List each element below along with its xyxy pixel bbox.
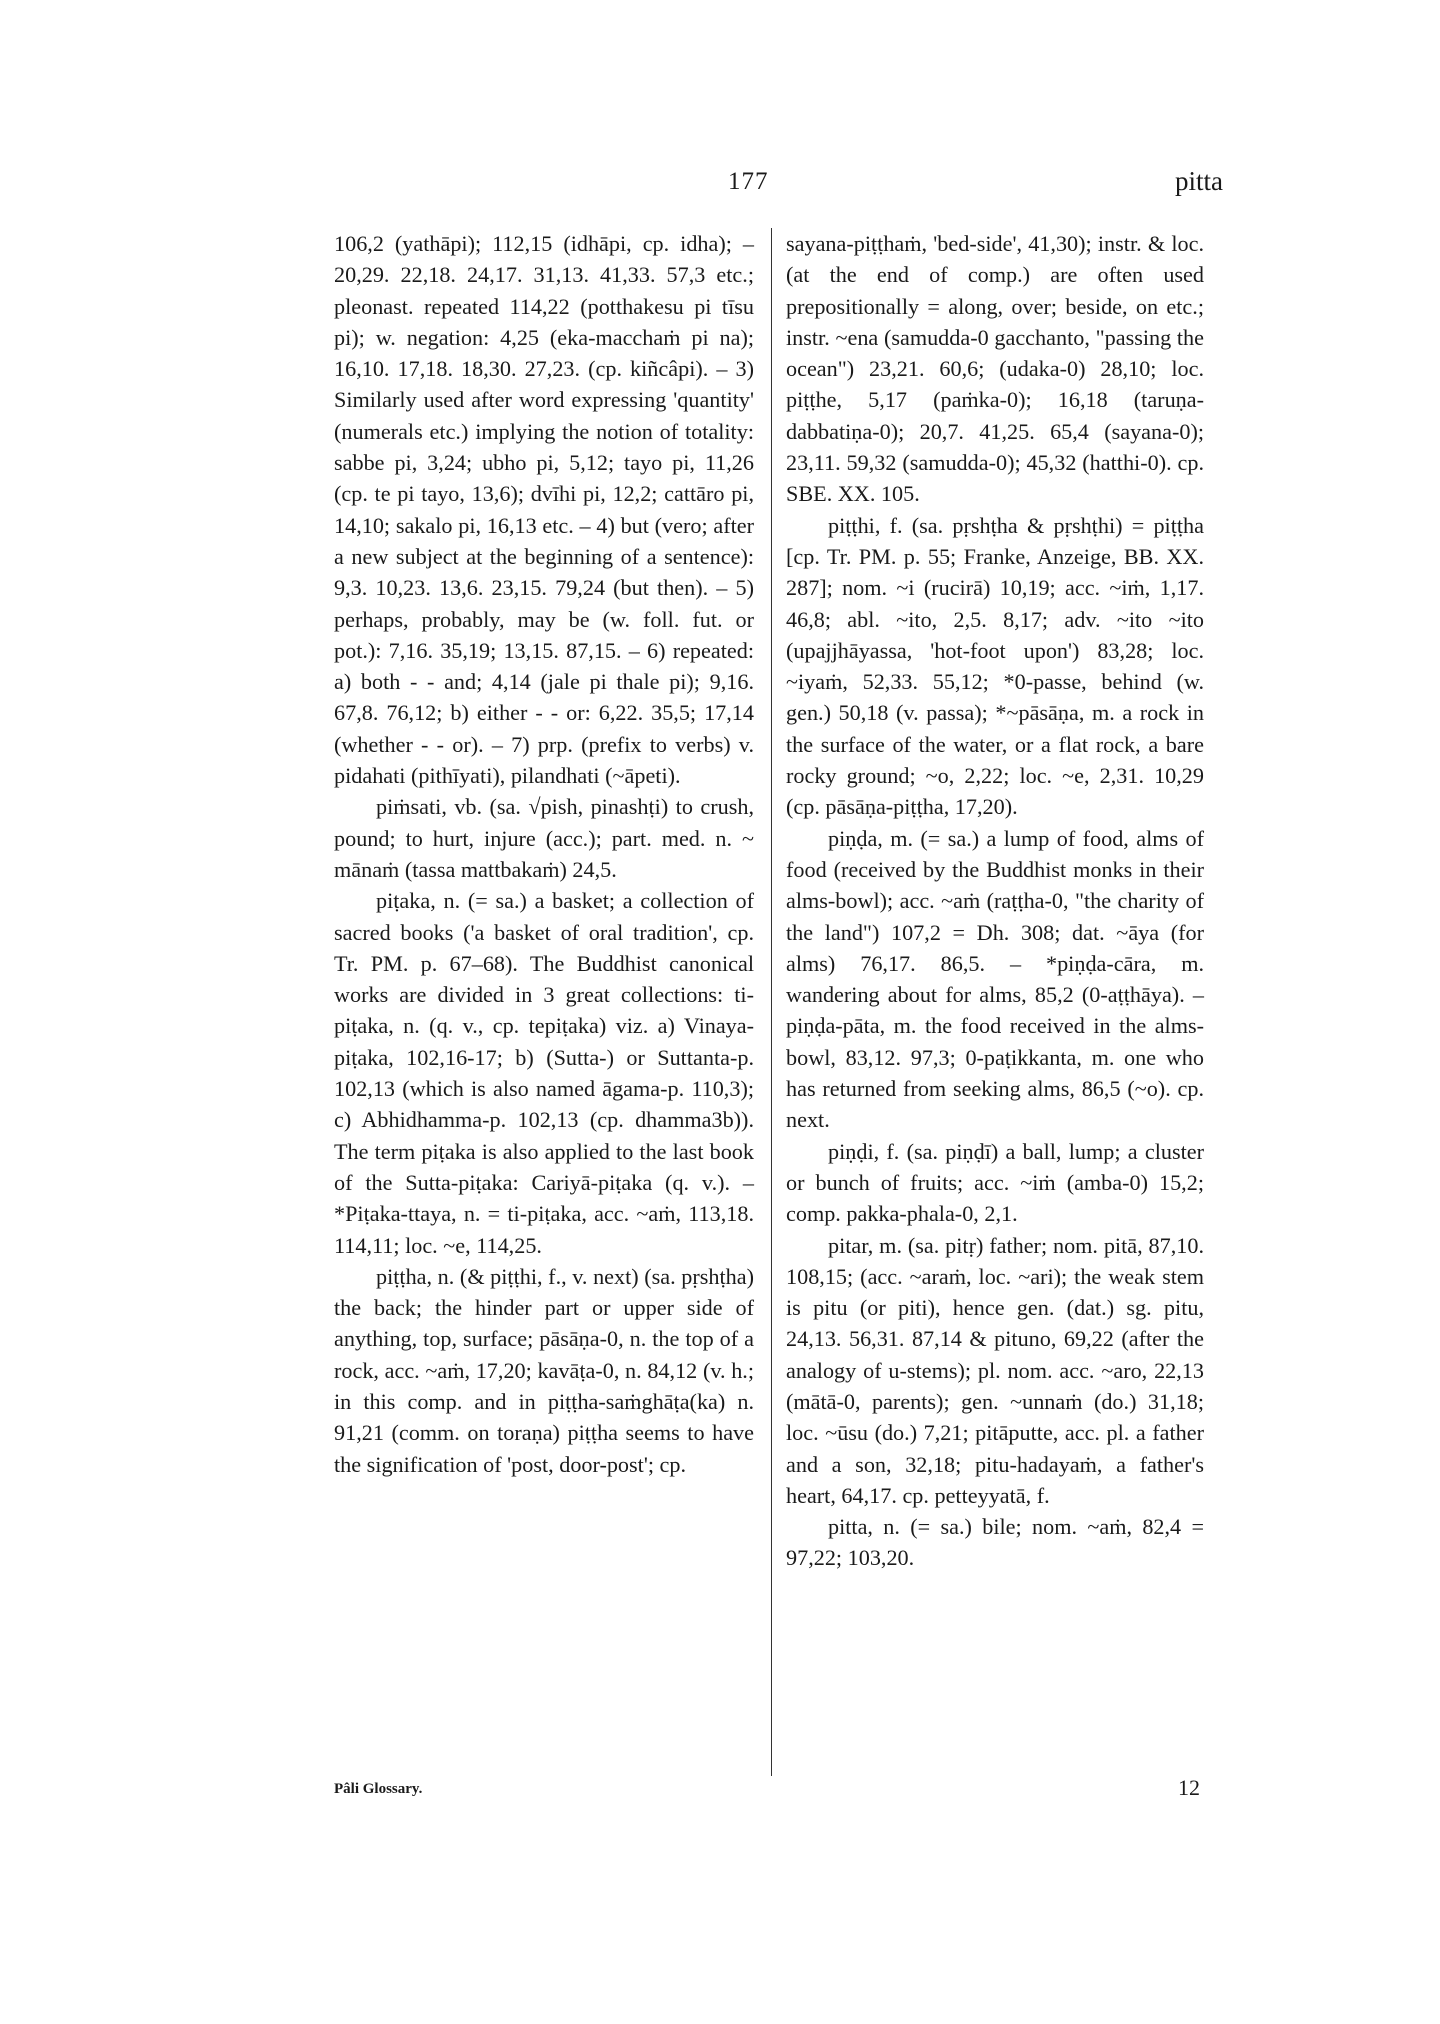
paragraph: sayana-piṭṭhaṁ, 'bed-side', 41,30); instr. & loc. (at the end of comp.) are often used prepositionally = along, over; beside, on etc.; instr. ~ena (samudda-0 gacchanto, "passing the ocean") 23,21. 60,6; (udaka-0) 28,10; loc. piṭṭhe, 5,17 (paṁka-0); 16,18 (taruṇa-dabbatiṇa-0); 20,7. 41,25. 65,4 (sayana-0); 23,11. 59,32 (samudda-0); 45,32 (hatthi-0). cp. SBE. XX. 105. xyxy=(786,231,1204,507)
entry-pitta: pitta, n. (= sa.) bile; nom. ~aṁ, 82,4 = 97,22; 103,20. xyxy=(786,1514,1204,1571)
entry-pitar: pitar, m. (sa. pitṛ) father; nom. pitā, 87,10. 108,15; (acc. ~araṁ, loc. ~ari); the weak stem is pitu (or piti), hence gen. (dat.) sg. pitu, 24,13. 56,31. 87,14 & pituno, 69,22 (after the analogy of u-stems); pl. nom. acc. ~aro, 22,13 (mātā-0, parents); gen. ~unnaṁ (do.) 31,18; loc. ~ūsu (do.) 7,21; pitāputte, acc. pl. a father and a son, 32,18; pitu-hadayaṁ, a father's heart, 64,17. cp. petteyyatā, f. xyxy=(786,1232,1204,1508)
entry-pindi: piṇḍi, f. (sa. piṇḍī) a ball, lump; a cluster or bunch of fruits; acc. ~iṁ (amba-0) 15,2; comp. pakka-phala-0, 2,1. xyxy=(786,1138,1204,1227)
running-head: pitta xyxy=(1175,166,1223,196)
column-divider xyxy=(771,228,772,1776)
page-number: 177 xyxy=(728,168,769,195)
sheet-number: 12 xyxy=(1178,1775,1200,1800)
paragraph: 106,2 (yathāpi); 112,15 (idhāpi, cp. idha); – 20,29. 22,18. 24,17. 31,13. 41,33. 57,3 etc.; pleonast. repeated 114,22 (potthakesu pi tīsu pi); w. negation: 4,25 (eka-macchaṁ pi na); 16,10. 17,18. 18,30. 27,23. (cp. kiñcâpi). – 3) Similarly used after word expressing 'quantity' (numerals etc.) implying the notion of totality: sabbe pi, 3,24; ubho pi, 5,12; tayo pi, 11,26 (cp. te pi tayo, 13,6); dvīhi pi, 12,2; cattāro pi, 14,10; sakalo pi, 16,13 etc. – 4) but (vero; after a new subject at the beginning of a sentence): 9,3. 10,23. 13,6. 23,15. 79,24 (but then). – 5) perhaps, probably, may be (w. foll. fut. or pot.): 7,16. 35,19; 13,15. 87,15. – 6) repeated: a) both - - and; 4,14 (jale pi thale pi); 9,16. 67,8. 76,12; b) either - - or: 6,22. 35,5; 17,14 (whether - - or). – 7) prp. (prefix to verbs) v. pidahati (pithīyati), pilandhati (~āpeti). xyxy=(334,231,754,789)
entry-pinda: piṇḍa, m. (= sa.) a lump of food, alms of food (received by the Buddhist monks in their alms-bowl); acc. ~aṁ (raṭṭha-0, "the charity of the land") 107,2 = Dh. 308; dat. ~āya (for alms) 76,17. 86,5. – *piṇḍa-cāra, m. wandering about for alms, 85,2 (0-aṭṭhāya). – piṇḍa-pāta, m. the food received in the alms-bowl, 83,12. 97,3; 0-paṭikkanta, m. one who has returned from seeking alms, 86,5 (~o). cp. next. xyxy=(786,825,1204,1133)
entry-pitaka: piṭaka, n. (= sa.) a basket; a collection of sacred books ('a basket of oral tradition', cp. Tr. PM. p. 67–68). The Buddhist canonical works are divided in 3 great collections: ti-piṭaka, n. (q. v., cp. tepiṭaka) viz. a) Vinaya-piṭaka, 102,16-17; b) (Sutta-) or Suttanta-p. 102,13 (which is also named āgama-p. 110,3); c) Abhidhamma-p. 102,13 (cp. dhamma3b)). The term piṭaka is also applied to the last book of the Sutta-piṭaka: Cariyā-piṭaka (q. v.). – *Piṭaka-ttaya, n. = ti-piṭaka, acc. ~aṁ, 113,18. 114,11; loc. ~e, 114,25. xyxy=(334,888,754,1258)
signature-mark: Pâli Glossary. xyxy=(334,1781,423,1797)
left-column xyxy=(334,228,754,1480)
entry-pitthi: piṭṭhi, f. (sa. pṛshṭha & pṛshṭhi) = piṭṭha [cp. Tr. PM. p. 55; Franke, Anzeige, BB. XX. 287]; nom. ~i (rucirā) 10,19; acc. ~iṁ, 1,17. 46,8; abl. ~ito, 2,5. 8,17; adv. ~ito ~ito (upajjhāyassa, 'hot-foot upon') 83,28; loc. ~iyaṁ, 52,33. 55,12; *0-passe, behind (w. gen.) 50,18 (v. passa); *~pāsāṇa, m. a rock in the surface of the water, or a flat rock, a bare rocky ground; ~o, 2,22; loc. ~e, 2,31. 10,29 (cp. pāsāṇa-piṭṭha, 17,20). xyxy=(786,512,1204,820)
right-column xyxy=(786,228,1204,1574)
entry-pimsati: piṁsati, vb. (sa. √pish, pinashṭi) to crush, pound; to hurt, injure (acc.); part. med. n. ~ mānaṁ (tassa mattbakaṁ) 24,5. xyxy=(334,794,754,882)
entry-pittha: piṭṭha, n. (& piṭṭhi, f., v. next) (sa. pṛshṭha) the back; the hinder part or upper side of anything, top, surface; pāsāṇa-0, n. the top of a rock, acc. ~aṁ, 17,20; kavāṭa-0, n. 84,12 (v. h.; in this comp. and in piṭṭha-saṁghāṭa(ka) n. 91,21 (comm. on toraṇa) piṭṭha seems to have the signification of 'post, door-post'; cp. xyxy=(334,1263,754,1477)
